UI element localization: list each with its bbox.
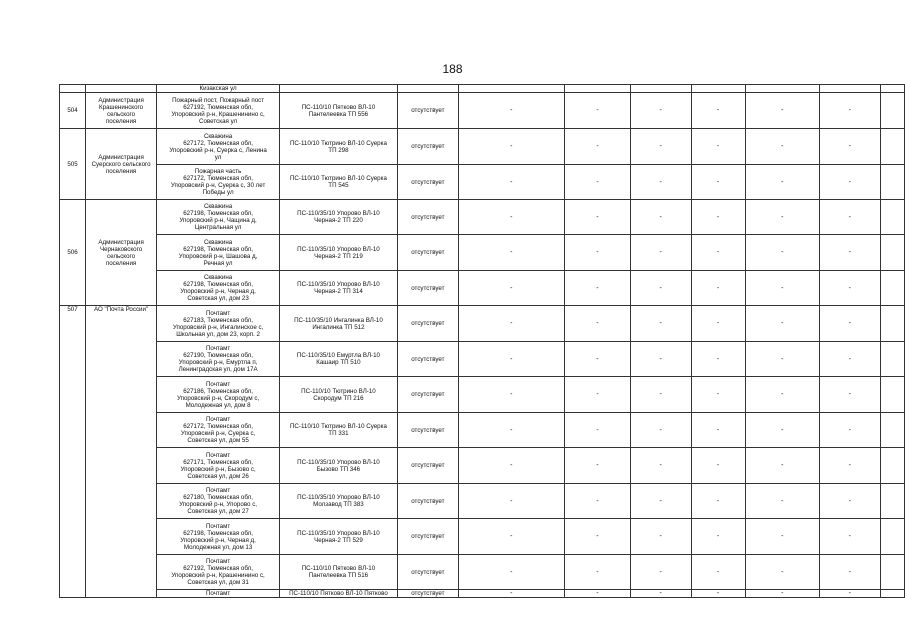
value-cell: - [820, 555, 881, 590]
value-cell: - [745, 555, 819, 590]
value-cell: - [745, 342, 819, 377]
value-cell: - [745, 235, 819, 271]
table-row [60, 129, 905, 165]
status-cell: отсутствует [397, 93, 458, 129]
value-cell: - [691, 448, 745, 484]
value-cell: - [458, 590, 564, 598]
value-cell: - [820, 413, 881, 448]
value-cell [745, 85, 819, 93]
status-cell: отсутствует [397, 200, 458, 235]
empty-cell [880, 306, 904, 342]
substation-cell: ПС-110/35/10 Упорово ВЛ-10 Черная-2 ТП 314 [280, 271, 398, 306]
substation-cell [280, 85, 398, 93]
value-cell: - [564, 377, 630, 413]
object-address-cell: Пожарная часть 627172, Тюменская обл, Упоровский р-н, Суерка с, 30 лет Победы ул [157, 165, 280, 200]
object-address-cell: Почтамт 627198, Тюменская обл, Упоровский р-н, Черная д, Молодежная ул, дом 13 [157, 519, 280, 555]
value-cell: - [458, 342, 564, 377]
empty-cell [880, 484, 904, 519]
table-row [60, 413, 905, 448]
value-cell: - [820, 165, 881, 200]
value-cell: - [691, 590, 745, 598]
object-address-cell: Почтамт 627183, Тюменская обл, Упоровский р-н, Ингалинское с, Школьная ул, дом 23, корп. 2 [157, 306, 280, 342]
document-table [59, 84, 905, 598]
table-row [60, 306, 905, 342]
substation-cell: ПС-110/10 Пятково ВЛ-10 Пантелеевка ТП 516 [280, 555, 398, 590]
substation-cell: ПС-110/35/10 Упорово ВЛ-10 Черная-2 ТП 529 [280, 519, 398, 555]
value-cell: - [745, 129, 819, 165]
row-number [60, 85, 86, 93]
value-cell: - [630, 342, 691, 377]
status-cell: отсутствует [397, 165, 458, 200]
empty-cell [880, 85, 904, 93]
empty-cell [880, 271, 904, 306]
value-cell: - [458, 413, 564, 448]
value-cell: - [745, 377, 819, 413]
row-number: 506 [60, 200, 86, 306]
empty-cell [880, 590, 904, 598]
value-cell: - [630, 93, 691, 129]
value-cell: - [564, 271, 630, 306]
value-cell: - [630, 377, 691, 413]
substation-cell: ПС-110/35/10 Упорово ВЛ-10 Черная-2 ТП 219 [280, 235, 398, 271]
value-cell: - [564, 342, 630, 377]
value-cell: - [691, 235, 745, 271]
value-cell: - [820, 484, 881, 519]
organization-cell [85, 85, 156, 93]
table-row [60, 235, 905, 271]
status-cell: отсутствует [397, 129, 458, 165]
table-row [60, 342, 905, 377]
value-cell: - [630, 306, 691, 342]
value-cell: - [458, 555, 564, 590]
value-cell: - [564, 555, 630, 590]
value-cell: - [630, 165, 691, 200]
page-number: 188 [442, 62, 463, 76]
value-cell: - [691, 519, 745, 555]
table-row [60, 590, 905, 598]
value-cell: - [745, 519, 819, 555]
value-cell: - [691, 342, 745, 377]
value-cell: - [458, 306, 564, 342]
value-cell: - [820, 306, 881, 342]
value-cell [691, 85, 745, 93]
status-cell [397, 85, 458, 93]
substation-cell: ПС-110/35/10 Упорово ВЛ-10 Черная-2 ТП 220 [280, 200, 398, 235]
empty-cell [880, 342, 904, 377]
value-cell: - [458, 377, 564, 413]
empty-cell [880, 519, 904, 555]
value-cell: - [458, 448, 564, 484]
value-cell: - [691, 93, 745, 129]
empty-cell [880, 200, 904, 235]
value-cell: - [630, 519, 691, 555]
object-address-cell: Скважина 627172, Тюменская обл, Упоровский р-н, Суерка с, Ленина ул [157, 129, 280, 165]
substation-cell: ПС-110/35/10 Упорово ВЛ-10 Молзавод ТП 383 [280, 484, 398, 519]
status-cell: отсутствует [397, 519, 458, 555]
value-cell: - [745, 448, 819, 484]
value-cell: - [820, 200, 881, 235]
value-cell: - [745, 93, 819, 129]
value-cell: - [820, 590, 881, 598]
object-address-cell: Почтамт 627192, Тюменская обл, Упоровский р-н, Крашенинино с, Советская ул, дом 31 [157, 555, 280, 590]
object-address-cell: Кизакская ул [157, 85, 280, 93]
value-cell: - [630, 129, 691, 165]
substation-cell: ПС-110/10 Тютрино ВЛ-10 Суерка ТП 298 [280, 129, 398, 165]
value-cell: - [691, 271, 745, 306]
status-cell: отсутствует [397, 448, 458, 484]
empty-cell [880, 165, 904, 200]
organization-cell: Администрация Суерского сельского поселения [85, 129, 156, 200]
value-cell: - [458, 93, 564, 129]
status-cell: отсутствует [397, 413, 458, 448]
value-cell: - [458, 235, 564, 271]
value-cell: - [630, 413, 691, 448]
row-number: 505 [60, 129, 86, 200]
value-cell: - [630, 590, 691, 598]
substation-cell: ПС-110/10 Тютрино ВЛ-10 Суерка ТП 545 [280, 165, 398, 200]
value-cell: - [458, 129, 564, 165]
value-cell: - [820, 235, 881, 271]
status-cell: отсутствует [397, 306, 458, 342]
value-cell: - [630, 235, 691, 271]
value-cell: - [564, 448, 630, 484]
value-cell: - [630, 271, 691, 306]
value-cell: - [564, 519, 630, 555]
value-cell: - [458, 484, 564, 519]
table-row [60, 271, 905, 306]
value-cell: - [745, 484, 819, 519]
empty-cell [880, 377, 904, 413]
value-cell [564, 85, 630, 93]
organization-cell: Администрация Крашенинского сельского поселения [85, 93, 156, 129]
value-cell: - [745, 200, 819, 235]
organization-cell: АО "Почта России" [85, 306, 156, 598]
object-address-cell: Почтамт 627180, Тюменская обл, Упоровский р-н, Упорово с, Советская ул, дом 27 [157, 484, 280, 519]
status-cell: отсутствует [397, 342, 458, 377]
value-cell: - [691, 413, 745, 448]
value-cell: - [564, 200, 630, 235]
value-cell: - [691, 200, 745, 235]
empty-cell [880, 93, 904, 129]
value-cell: - [691, 129, 745, 165]
object-address-cell: Скважина 627198, Тюменская обл, Упоровский р-н, Шашова д, Речная ул [157, 235, 280, 271]
value-cell: - [630, 555, 691, 590]
value-cell: - [820, 129, 881, 165]
substation-cell: ПС-110/35/10 Упорово ВЛ-10 Бызово ТП 346 [280, 448, 398, 484]
value-cell: - [564, 129, 630, 165]
value-cell: - [745, 306, 819, 342]
value-cell: - [630, 484, 691, 519]
table-row [60, 484, 905, 519]
object-address-cell: Почтамт 627171, Тюменская обл, Упоровский р-н, Бызово с, Советская ул, дом 26 [157, 448, 280, 484]
empty-cell [880, 413, 904, 448]
table-row [60, 165, 905, 200]
value-cell: - [564, 165, 630, 200]
value-cell: - [691, 306, 745, 342]
status-cell: отсутствует [397, 484, 458, 519]
table-row [60, 93, 905, 129]
table-row [60, 448, 905, 484]
table-row [60, 519, 905, 555]
table-row [60, 377, 905, 413]
status-cell: отсутствует [397, 590, 458, 598]
value-cell: - [458, 271, 564, 306]
value-cell [458, 85, 564, 93]
value-cell: - [564, 235, 630, 271]
table-row [60, 85, 905, 93]
table-row [60, 555, 905, 590]
empty-cell [880, 555, 904, 590]
value-cell: - [820, 271, 881, 306]
value-cell: - [458, 200, 564, 235]
object-address-cell: Почтамт [157, 590, 280, 598]
value-cell: - [458, 165, 564, 200]
value-cell: - [820, 377, 881, 413]
value-cell: - [820, 93, 881, 129]
value-cell: - [691, 484, 745, 519]
value-cell: - [745, 413, 819, 448]
empty-cell [880, 129, 904, 165]
empty-cell [880, 448, 904, 484]
object-address-cell: Пожарный пост, Пожарный пост 627192, Тюменская обл, Упоровский р-н, Крашенинино с, Советская ул [157, 93, 280, 129]
value-cell: - [820, 342, 881, 377]
value-cell: - [745, 165, 819, 200]
substation-cell: ПС-110/10 Тютрино ВЛ-10 Суерка ТП 331 [280, 413, 398, 448]
row-number: 504 [60, 93, 86, 129]
substation-cell: ПС-110/35/10 Емуртла ВЛ-10 Кашаир ТП 510 [280, 342, 398, 377]
substation-cell: ПС-110/10 Пятково ВЛ-10 Пятково [280, 590, 398, 598]
value-cell: - [745, 271, 819, 306]
value-cell: - [820, 448, 881, 484]
value-cell: - [745, 590, 819, 598]
status-cell: отсутствует [397, 555, 458, 590]
object-address-cell: Почтамт 627190, Тюменская обл, Упоровский р-н, Емуртла п, Ленинградская ул, дом 17А [157, 342, 280, 377]
status-cell: отсутствует [397, 377, 458, 413]
object-address-cell: Скважина 627198, Тюменская обл, Упоровский р-н, Черная д, Советская ул, дом 23 [157, 271, 280, 306]
value-cell: - [564, 590, 630, 598]
value-cell [630, 85, 691, 93]
value-cell: - [564, 306, 630, 342]
value-cell: - [691, 165, 745, 200]
value-cell: - [564, 93, 630, 129]
status-cell: отсутствует [397, 271, 458, 306]
object-address-cell: Почтамт 627186, Тюменская обл, Упоровский р-н, Скородум с, Молодежная ул, дом 8 [157, 377, 280, 413]
value-cell: - [820, 519, 881, 555]
substation-cell: ПС-110/10 Пятково ВЛ-10 Пантелеевка ТП 556 [280, 93, 398, 129]
value-cell: - [458, 519, 564, 555]
value-cell [820, 85, 881, 93]
value-cell: - [564, 413, 630, 448]
value-cell: - [630, 200, 691, 235]
value-cell: - [691, 377, 745, 413]
organization-cell: Администрация Чернаковского сельского поселения [85, 200, 156, 306]
substation-cell: ПС-110/10 Тютрино ВЛ-10 Скородум ТП 216 [280, 377, 398, 413]
row-number: 507 [60, 306, 86, 598]
value-cell: - [564, 484, 630, 519]
value-cell: - [630, 448, 691, 484]
status-cell: отсутствует [397, 235, 458, 271]
object-address-cell: Почтамт 627172, Тюменская обл, Упоровский р-н, Суерка с, Советская ул, дом 55 [157, 413, 280, 448]
table-row [60, 200, 905, 235]
empty-cell [880, 235, 904, 271]
object-address-cell: Скважина 627198, Тюменская обл, Упоровский р-н, Чащина д, Центральная ул [157, 200, 280, 235]
value-cell: - [691, 555, 745, 590]
substation-cell: ПС-110/35/10 Ингалинка ВЛ-10 Ингалинка ТП 512 [280, 306, 398, 342]
